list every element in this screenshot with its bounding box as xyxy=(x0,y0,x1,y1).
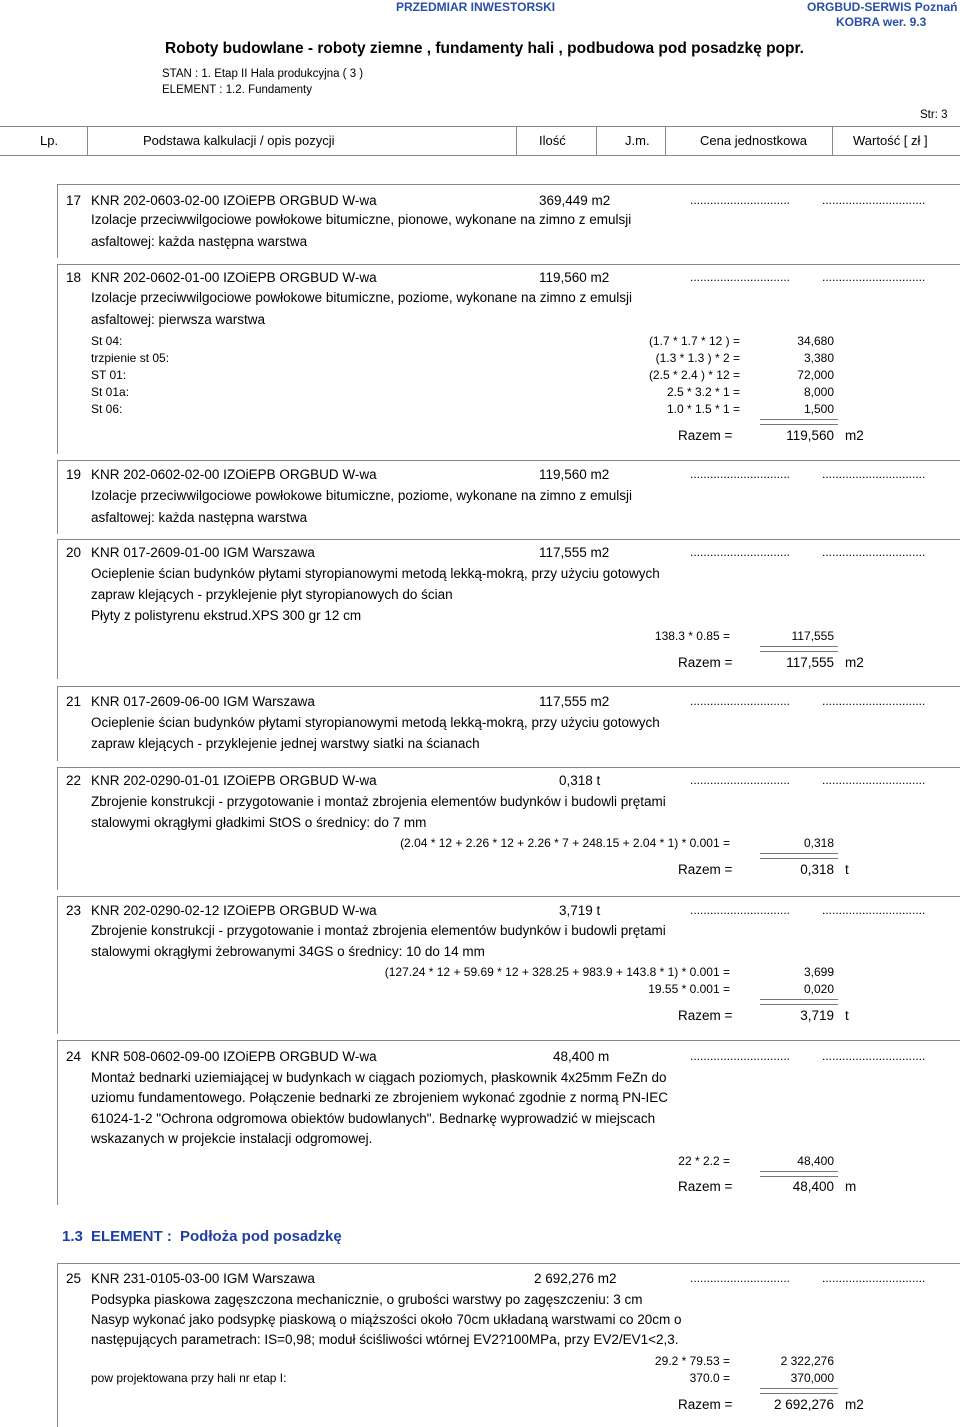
item-20-total: 117,555 xyxy=(786,655,834,670)
item-20-total-unit: m2 xyxy=(845,655,864,670)
item-17-desc-line: asfaltowej: każda następna warstwa xyxy=(91,234,308,249)
calc-expr: 1.0 * 1.5 * 1 = xyxy=(666,402,740,416)
item-24-desc-line: Montaż bednarki uziemiającej w budynkach w ciągach poziomych, płaskownik 4x25mm FeZn do xyxy=(91,1070,667,1085)
item-22-desc-line: Zbrojenie konstrukcji - przygotowanie i montaż zbrojenia elementów budynków i budowli prętami xyxy=(91,794,666,809)
element-line: ELEMENT : 1.2. Fundamenty xyxy=(162,84,312,96)
item-20-desc-line: Płyty z polistyrenu ekstrud.XPS 300 gr 12 cm xyxy=(91,608,362,623)
item-24-value: ............................... xyxy=(822,1049,926,1063)
item-17-unit-price: .............................. xyxy=(690,193,791,207)
item-19-value: ............................... xyxy=(822,467,926,481)
item-21-qty: 117,555 m2 xyxy=(539,694,610,709)
item-22-lp: 22 xyxy=(66,773,82,788)
calc-label: St 04: xyxy=(91,334,123,348)
razem-label: Razem = xyxy=(678,1397,733,1412)
item-25-total: 2 692,276 xyxy=(773,1397,834,1412)
item-20-desc-line: Ocieplenie ścian budynków płytami styropianowymi metodą lekką-mokrą, przy użyciu gotowych xyxy=(91,566,660,581)
item-25-desc-line: Podsypka piaskowa zagęszczona mechanicznie, o grubości warstwy po zagęszczeniu: 3 cm xyxy=(91,1292,643,1307)
item-22-qty: 0,318 t xyxy=(559,773,601,788)
item-25-unit-price: .............................. xyxy=(690,1271,791,1285)
item-17-qty: 369,449 m2 xyxy=(539,193,611,208)
item-20-qty: 117,555 m2 xyxy=(539,545,610,560)
item-20-lp: 20 xyxy=(66,545,82,560)
item-17-lp: 17 xyxy=(66,193,82,208)
calc-value: 370,000 xyxy=(790,1371,834,1385)
item-25-qty: 2 692,276 m2 xyxy=(534,1271,617,1286)
col-unit-price: Cena jednostkowa xyxy=(700,133,807,148)
item-24-lp: 24 xyxy=(66,1049,82,1064)
item-23-total-unit: t xyxy=(845,1008,849,1023)
company-name: ORGBUD-SERWIS Poznań xyxy=(807,0,958,14)
calc-expr: (1.7 * 1.7 * 12 ) = xyxy=(648,334,740,348)
item-21-code: KNR 017-2609-06-00 IGM Warszawa xyxy=(91,694,315,709)
calc-expr: 22 * 2.2 = xyxy=(678,1154,730,1168)
calc-value: 3,380 xyxy=(803,351,834,365)
item-24-unit-price: .............................. xyxy=(690,1049,791,1063)
item-18-value: ............................... xyxy=(822,270,926,284)
item-25-code: KNR 231-0105-03-00 IGM Warszawa xyxy=(91,1271,315,1286)
col-lp: Lp. xyxy=(40,133,59,148)
calc-value: 117,555 xyxy=(791,629,834,643)
calc-expr: (127.24 * 12 + 59.69 * 12 + 328.25 + 983.9 + 143.8 * 1) * 0.001 = xyxy=(384,965,730,979)
calc-label: trzpienie st 05: xyxy=(91,351,170,365)
calc-label: St 06: xyxy=(91,402,123,416)
item-18-code: KNR 202-0602-01-00 IZOiEPB ORGBUD W-wa xyxy=(91,270,377,285)
item-20-code: KNR 017-2609-01-00 IGM Warszawa xyxy=(91,545,315,560)
item-18-total-unit: m2 xyxy=(845,428,864,443)
item-24-desc-line: wskazanych w projekcie instalacji odgromowej. xyxy=(91,1131,373,1146)
calc-value: 3,699 xyxy=(803,965,834,979)
calc-label: pow projektowana przy hali nr etap I: xyxy=(91,1371,287,1385)
item-23-value: ............................... xyxy=(822,903,926,917)
razem-label: Razem = xyxy=(678,1008,733,1023)
item-23-lp: 23 xyxy=(66,903,82,918)
razem-label: Razem = xyxy=(678,655,733,670)
item-21-value: ............................... xyxy=(822,694,926,708)
calc-label: St 01a: xyxy=(91,385,130,399)
col-value: Wartość [ zł ] xyxy=(853,133,928,148)
item-22-unit-price: .............................. xyxy=(690,773,791,787)
item-18-desc-line: asfaltowej: pierwsza warstwa xyxy=(91,312,266,327)
item-23-code: KNR 202-0290-02-12 IZOiEPB ORGBUD W-wa xyxy=(91,903,377,918)
calc-expr: (1.3 * 1.3 ) * 2 = xyxy=(655,351,740,365)
calc-value: 0,020 xyxy=(803,982,834,996)
razem-label: Razem = xyxy=(678,1179,733,1194)
item-25-total-unit: m2 xyxy=(845,1397,864,1412)
col-qty: Ilość xyxy=(539,133,566,148)
software-version: KOBRA wer. 9.3 xyxy=(836,15,927,29)
item-24-desc-line: uziomu fundamentowego. Połączenie bednarki ze zbrojeniem wykonać zgodnie z normą PN-IEC xyxy=(91,1090,669,1105)
calc-expr: 29.2 * 79.53 = xyxy=(654,1354,730,1368)
calc-value: 1,500 xyxy=(803,402,834,416)
item-25-lp: 25 xyxy=(66,1271,82,1286)
item-24-total-unit: m xyxy=(845,1179,857,1194)
calc-label: ST 01: xyxy=(91,368,127,382)
item-24-qty: 48,400 m xyxy=(553,1049,610,1064)
item-23-total: 3,719 xyxy=(800,1008,834,1023)
calc-expr: 19.55 * 0.001 = xyxy=(648,982,730,996)
calc-value: 34,680 xyxy=(797,334,834,348)
calc-expr: 370.0 = xyxy=(689,1371,730,1385)
calc-expr: (2.5 * 2.4 ) * 12 = xyxy=(648,368,740,382)
item-18-lp: 18 xyxy=(66,270,82,285)
razem-label: Razem = xyxy=(678,862,733,877)
item-25-value: ............................... xyxy=(822,1271,926,1285)
page-title: Roboty budowlane - roboty ziemne , fundamenty hali , podbudowa pod posadzkę popr. xyxy=(165,40,804,57)
item-23-desc-line: Zbrojenie konstrukcji - przygotowanie i montaż zbrojenia elementów budynków i budowli prętami xyxy=(91,923,666,938)
col-basis: Podstawa kalkulacji / opis pozycji xyxy=(143,133,335,148)
item-20-unit-price: .............................. xyxy=(690,545,791,559)
item-17-value: ............................... xyxy=(822,193,926,207)
item-25-desc-line: Nasyp wykonać jako podsypkę piaskową o miąższości około 70cm układaną warstwami co 20cm o xyxy=(91,1312,682,1327)
item-18-total: 119,560 xyxy=(786,428,834,443)
item-19-desc-line: asfaltowej: każda następna warstwa xyxy=(91,510,308,525)
item-21-lp: 21 xyxy=(66,694,82,709)
section-title: Podłoża pod posadzkę xyxy=(180,1228,342,1245)
item-18-unit-price: .............................. xyxy=(690,270,791,284)
item-17-desc-line: Izolacje przeciwwilgociowe powłokowe bitumiczne, pionowe, wykonane na zimno z emulsji xyxy=(91,212,632,227)
col-unit: J.m. xyxy=(625,133,650,148)
page-number: Str: 3 xyxy=(920,109,948,121)
item-20-desc-line: zapraw klejących - przyklejenie płyt styropianowych do ścian xyxy=(91,587,453,602)
item-23-desc-line: stalowymi okrągłymi żebrowanymi 34GS o średnicy: 10 do 14 mm xyxy=(91,944,485,959)
stan-line: STAN : 1. Etap II Hala produkcyjna ( 3 ) xyxy=(162,68,364,80)
item-21-desc-line: zapraw klejących - przyklejenie jednej warstwy siatki na ścianach xyxy=(91,736,480,751)
item-21-desc-line: Ocieplenie ścian budynków płytami styropianowymi metodą lekką-mokrą, przy użyciu gotowych xyxy=(91,715,660,730)
calc-expr: 138.3 * 0.85 = xyxy=(654,629,730,643)
item-17-code: KNR 202-0603-02-00 IZOiEPB ORGBUD W-wa xyxy=(91,193,377,208)
calc-value: 72,000 xyxy=(797,368,834,382)
item-25-desc-line: następujących parametrach: IS=0,98; moduł ściśliwości wtórnej EV2?100MPa, przy EV2/EV1<2,3. xyxy=(91,1332,679,1347)
calc-value: 48,400 xyxy=(797,1154,834,1168)
item-22-desc-line: stalowymi okrągłymi gładkimi StOS o średnicy: do 7 mm xyxy=(91,815,427,830)
section-number: 1.3 xyxy=(62,1228,83,1245)
section-label: ELEMENT : xyxy=(91,1228,172,1245)
item-19-unit-price: .............................. xyxy=(690,467,791,481)
item-23-qty: 3,719 t xyxy=(559,903,601,918)
item-22-total-unit: t xyxy=(845,862,849,877)
document-type: PRZEDMIAR INWESTORSKI xyxy=(396,0,556,14)
item-24-desc-line: 61024-1-2 "Ochrona odgromowa obiektów budowlanych". Bednarkę wyprowadzić w miejscach xyxy=(91,1111,656,1126)
item-24-code: KNR 508-0602-09-00 IZOiEPB ORGBUD W-wa xyxy=(91,1049,377,1064)
item-19-code: KNR 202-0602-02-00 IZOiEPB ORGBUD W-wa xyxy=(91,467,377,482)
item-23-unit-price: .............................. xyxy=(690,903,791,917)
item-19-desc-line: Izolacje przeciwwilgociowe powłokowe bitumiczne, poziome, wykonane na zimno z emulsji xyxy=(91,488,632,503)
item-22-value: ............................... xyxy=(822,773,926,787)
calc-value: 8,000 xyxy=(803,385,834,399)
item-21-unit-price: .............................. xyxy=(690,694,791,708)
item-19-lp: 19 xyxy=(66,467,82,482)
calc-value: 0,318 xyxy=(803,836,834,850)
item-24-total: 48,400 xyxy=(792,1179,834,1194)
item-19-qty: 119,560 m2 xyxy=(539,467,610,482)
razem-label: Razem = xyxy=(678,428,733,443)
item-22-code: KNR 202-0290-01-01 IZOiEPB ORGBUD W-wa xyxy=(91,773,377,788)
item-18-qty: 119,560 m2 xyxy=(539,270,610,285)
item-18-desc-line: Izolacje przeciwwilgociowe powłokowe bitumiczne, poziome, wykonane na zimno z emulsji xyxy=(91,290,632,305)
item-20-value: ............................... xyxy=(822,545,926,559)
calc-value: 2 322,276 xyxy=(780,1354,834,1368)
item-22-total: 0,318 xyxy=(800,862,834,877)
calc-expr: (2.04 * 12 + 2.26 * 12 + 2.26 * 7 + 248.15 + 2.04 * 1) * 0.001 = xyxy=(400,836,730,850)
calc-expr: 2.5 * 3.2 * 1 = xyxy=(666,385,740,399)
